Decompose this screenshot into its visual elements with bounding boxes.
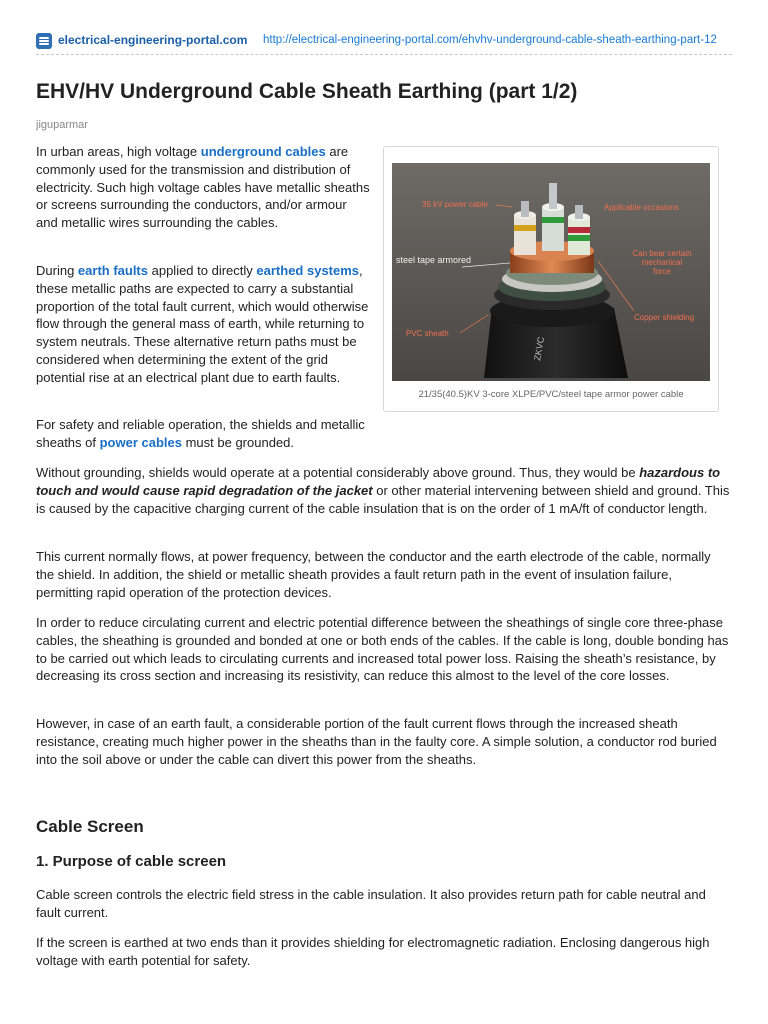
- label-copper-shielding: Copper shielding: [634, 313, 695, 322]
- site-logo-icon: [36, 33, 52, 49]
- figure-caption: 21/35(40.5)KV 3-core XLPE/PVC/steel tape armor power cable: [418, 389, 684, 400]
- subsection-heading-purpose: 1. Purpose of cable screen: [36, 853, 227, 870]
- paragraph-4: Without grounding, shields would operate at a potential considerably above ground. Thus, they would be hazardous to touch and would cause rapid degradation of the jacket or other material intervening between shield and ground. This is caused by the capacitive charging current of the cable insulation that is on the order of 1 mA/ft of conductor length.: [36, 465, 730, 516]
- link-power-cables[interactable]: power cables: [99, 434, 182, 450]
- emphasis-hazard: hazardous to touch and would cause rapid degradation of the jacket: [36, 465, 721, 498]
- paragraph-1: In urban areas, high voltage underground cables are commonly used for the transmission and distribution of electricity. Such high voltage cables have metallic sheaths or screens surrounding the conductors, and/or armour and metallic wires surrounding the cables.: [36, 144, 370, 231]
- cable-figure: [383, 146, 719, 412]
- label-pvc-sheath: PVC sheath: [406, 329, 449, 338]
- paragraph-3: For safety and reliable operation, the shields and metallic sheaths of power cables must be grounded.: [36, 417, 365, 450]
- label-steel-tape: steel tape armored: [396, 255, 472, 265]
- paragraph-5: This current normally flows, at power frequency, between the conductor and the earth electrode of the cable, normally the shield. In addition, the shield or metallic sheath provides a fault return path in the event of insulation failure, permitting rapid operation of the protection devices.: [36, 549, 711, 600]
- link-earth-faults[interactable]: earth faults: [77, 263, 148, 278]
- paragraph-6: In order to reduce circulating current and electric potential difference between the sheathings of single core three-phase cables, the sheathing is grounded and bonded at one or both ends of the cables. If the cable is long, double bonding has to be carried out which leads to circulating currents and increased total power loss. Raising the sheath’s resistance, by decreasing its cross section and increasing its resistivity, can reduce this almost to the level of the core losses.: [36, 615, 729, 684]
- label-mechanical-force: Can bear certain mechanical force: [632, 249, 692, 276]
- site-header: [36, 32, 732, 55]
- link-underground-cables[interactable]: underground cables: [200, 144, 326, 159]
- author-name: jiguparmar: [36, 119, 88, 131]
- page-url[interactable]: http://electrical-engineering-portal.com/ehvhv-underground-cable-sheath-earthing-part-12: [263, 34, 717, 46]
- paragraph-2: During earth faults applied to directly earthed systems, these metallic paths are expected to carry a substantial proportion of the total fault current, which would otherwise flow through the general mass of earth, while returning to system neutrals. These alternative return paths must be considered when determining the extent of the grid potential rise at an electrical plant due to earth faults.: [36, 263, 369, 385]
- jacket-marking: ZKVC: [532, 335, 547, 362]
- link-earthed-systems[interactable]: earthed systems: [256, 263, 360, 278]
- paragraph-9: If the screen is earthed at two ends than it provides shielding for electromagnetic radiation. Enclosing dangerous high voltage with earth potential for safety.: [36, 935, 710, 968]
- page-title: EHV/HV Underground Cable Sheath Earthing (part 1/2): [36, 80, 578, 103]
- section-heading-cable-screen: Cable Screen: [36, 817, 144, 836]
- site-name[interactable]: electrical-engineering-portal.com: [58, 33, 248, 47]
- paragraph-7: However, in case of an earth fault, a considerable portion of the fault current flows through the increased sheath resistance, creating much higher power in the sheaths than in the faulty core. A simple solution, a conductor rod buried into the soil above or under the cable can divert this power from the sheaths.: [36, 716, 717, 767]
- label-power-cable: 35 kV power cable: [422, 200, 488, 209]
- paragraph-8: Cable screen controls the electric field stress in the cable insulation. It also provides return path for cable neutral and fault current.: [36, 887, 706, 920]
- label-applicable-occasions: Applicable occasions: [604, 203, 679, 212]
